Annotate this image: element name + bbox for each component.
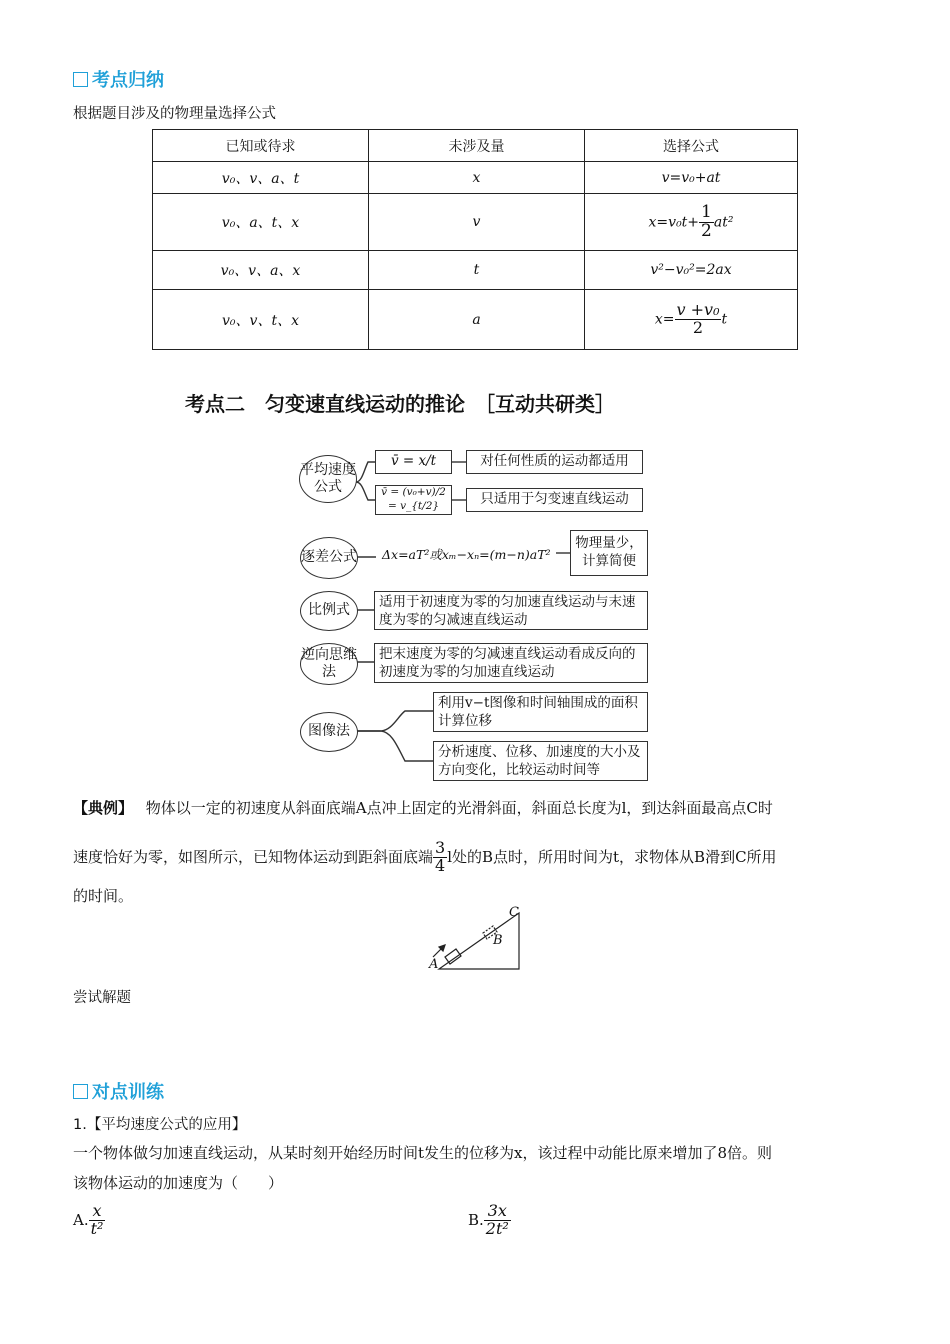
incline-figure <box>425 905 525 977</box>
formula-right: at² <box>713 214 734 230</box>
table-cell-known: v₀、v、a、t <box>153 162 369 194</box>
label-point-c: C <box>509 905 519 920</box>
question-1-line-2: 该物体运动的加速度为（ ） <box>73 1174 284 1192</box>
formula-right: t <box>721 311 728 328</box>
table-cell-missing: v <box>369 194 585 251</box>
option-a-label: A. <box>73 1211 89 1230</box>
section-heading-summary: 考点归纳 <box>73 66 164 92</box>
note-proportion: 适用于初速度为零的匀加速直线运动与末速度为零的匀减速直线运动 <box>374 591 648 630</box>
table-cell-formula: v²−v₀²=2ax <box>585 251 798 290</box>
option-b-label: B. <box>468 1211 484 1230</box>
option-b[interactable] <box>468 1203 511 1238</box>
section-heading-practice: 对点训练 <box>73 1078 164 1104</box>
fraction-denominator: 2t² <box>485 1218 509 1238</box>
table-header-cell: 未涉及量 <box>369 130 585 162</box>
example-line-2 <box>73 832 883 882</box>
table-cell-known: v₀、v、t、x <box>153 290 369 350</box>
option-a[interactable] <box>73 1203 105 1238</box>
try-solving-label: 尝试解题 <box>73 990 131 1006</box>
formula-left: x=v₀t+ <box>648 214 700 230</box>
mindmap-node-reverse-thinking: 逆向思维法 <box>300 643 358 685</box>
formula-average-velocity: v̄ = x/t <box>375 450 452 474</box>
note-average-velocity-uniform: 只适用于匀变速直线运动 <box>466 488 643 512</box>
fraction-numerator: v +v₀ <box>676 300 720 320</box>
table-cell-known: v₀、v、a、x <box>153 251 369 290</box>
table-header-cell: 已知或待求 <box>153 130 369 162</box>
table-cell-missing: a <box>369 290 585 350</box>
example-text-2a: 速度恰好为零，如图所示，已知物体运动到距斜面底端 <box>73 847 434 866</box>
example-text-1: 物体以一定的初速度从斜面底端A点冲上固定的光滑斜面，斜面总长度为l，到达斜面最高点C时 <box>145 799 773 817</box>
formula-successive-difference: Δx=aT²或xₘ−xₙ=(m−n)aT² <box>382 547 551 562</box>
mindmap-node-average-velocity: 平均速度公式 <box>299 455 357 503</box>
question-1-line-1: 一个物体做匀加速直线运动，从某时刻开始经历时间t发生的位移为x，该过程中动能比原来增加了8倍。则 <box>73 1144 773 1162</box>
note-average-velocity-general: 对任何性质的运动都适用 <box>466 450 643 474</box>
table-cell-known: v₀、a、t、x <box>153 194 369 251</box>
fraction-numerator: 1 <box>701 201 712 222</box>
note-reverse-thinking: 把末速度为零的匀减速直线运动看成反向的初速度为零的匀加速直线运动 <box>374 643 648 683</box>
intro-text: 根据题目涉及的物理量选择公式 <box>73 106 276 122</box>
example-text-2b: l处的B点时，所用时间为t，求物体从B滑到C所用 <box>447 847 777 866</box>
fraction-numerator: 3 <box>435 837 446 857</box>
option-a-fraction <box>89 1203 106 1238</box>
mindmap-node-proportion: 比例式 <box>300 591 358 631</box>
formula-average-velocity-uniform: v̄ = (v₀+v)/2 = v_{t/2} <box>375 485 452 515</box>
fraction-numerator: 3x <box>484 1203 511 1221</box>
formula-left: x= <box>654 311 675 328</box>
question-1-title: 1.【平均速度公式的应用】 <box>73 1117 247 1133</box>
section-title: 考点二 匀变速直线运动的推论 ［互动共研类］ <box>185 392 615 416</box>
fraction-denominator: t² <box>90 1218 104 1238</box>
fraction-denominator: 2 <box>701 220 712 241</box>
table-cell-missing: t <box>369 251 585 290</box>
note-successive-difference: 物理量少，计算简便 <box>570 530 648 576</box>
example-line-1 <box>73 796 883 832</box>
note-graph-area: 利用v−t图像和时间轴围成的面积计算位移 <box>433 692 648 732</box>
question-1-stem <box>73 1138 883 1198</box>
table-header-cell: 选择公式 <box>585 130 798 162</box>
label-point-b: B <box>493 933 503 948</box>
example-tag: 【典例】 <box>73 799 134 817</box>
table-cell-missing: x <box>369 162 585 194</box>
note-graph-analysis: 分析速度、位移、加速度的大小及方向变化，比较运动时间等 <box>433 741 648 781</box>
checkbox-square-icon <box>73 1084 88 1099</box>
example-text-3: 的时间。 <box>73 887 134 905</box>
label-point-a: A <box>429 957 439 972</box>
example-problem <box>73 796 883 910</box>
fraction-denominator: 2 <box>692 318 704 337</box>
table-cell-formula: v=v₀+at <box>585 162 798 194</box>
mindmap-node-successive-difference: 逐差公式 <box>300 537 358 579</box>
mindmap-node-graph-method: 图像法 <box>300 712 358 752</box>
option-b-fraction <box>484 1203 511 1238</box>
example-fraction <box>433 837 447 875</box>
fraction-numerator: x <box>89 1203 106 1221</box>
fraction-denominator: 4 <box>435 855 446 875</box>
